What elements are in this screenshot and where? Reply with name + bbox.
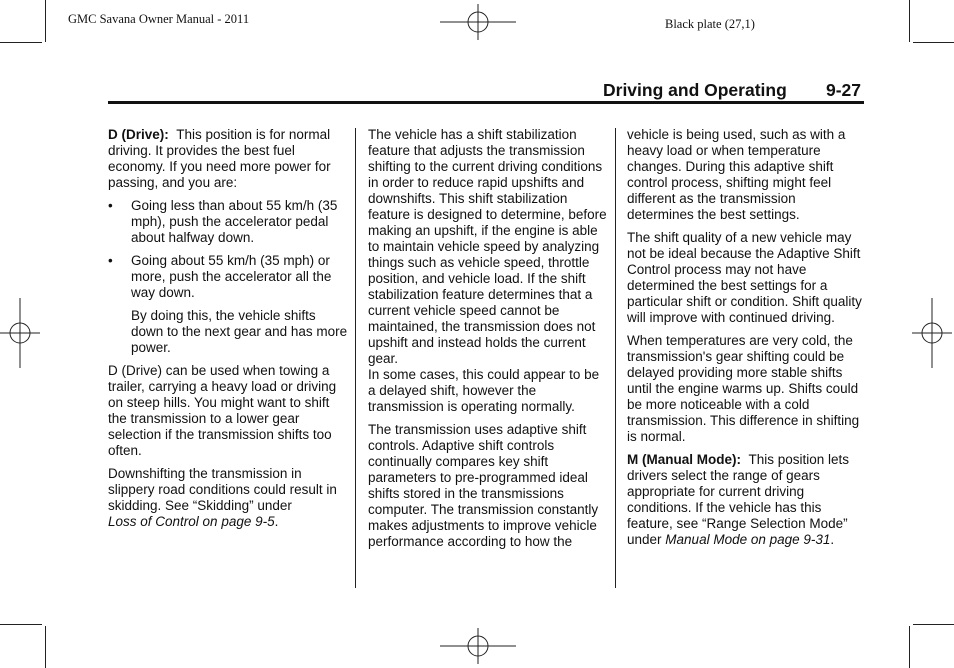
registration-mark-bottom-icon bbox=[440, 628, 516, 664]
column-divider-2 bbox=[615, 128, 616, 588]
crop-mark-bl-h bbox=[0, 624, 42, 625]
manual-mode-link[interactable]: Manual Mode on page 9-31 bbox=[665, 532, 831, 547]
crop-mark-tl-h bbox=[0, 42, 42, 43]
registration-mark-left-icon bbox=[0, 298, 40, 368]
drive-label: D (Drive): bbox=[108, 127, 169, 142]
shift-stabilization-paragraph: The vehicle has a shift stabilization feature that adjusts the transmission shifting to the current driving conditions in order to reduce rapid upshifts and downshifts. This shift stabilization feature is designed to determine, before making an upshift, if the engine is able to maintain vehicle speed by analyzing things such as vehicle speed, throttle position, and vehicle load. If the shift stabilization feature determines that a current vehicle speed cannot be maintained, the transmission does not upshift and instead holds the current gear. bbox=[368, 127, 607, 366]
column-2 bbox=[368, 127, 608, 557]
section-title: Driving and Operating bbox=[603, 80, 787, 100]
manual-mode-paragraph: M (Manual Mode): This position lets drivers select the range of gears appropriate for current driving conditions. If the vehicle has this feature, see “Range Selection Mode” under Manual Mode on page 9-31. bbox=[627, 452, 850, 547]
delayed-shift-paragraph: In some cases, this could appear to be a delayed shift, however the transmission is operating normally. bbox=[368, 367, 600, 414]
drive-paragraph bbox=[108, 127, 350, 191]
header-rule bbox=[108, 101, 864, 104]
adaptive-shift-paragraph: The transmission uses adaptive shift controls. Adaptive shift controls continually compares key shift parameters to pre-programmed ideal shifts stored in the transmissions computer. The transmission constantly makes adjustments to improve vehicle performance according to how the bbox=[368, 422, 599, 549]
downshifting-paragraph: Downshifting the transmission in slippery road conditions could result in skidding. See “Skidding” under Loss of Control on page 9-5. bbox=[108, 466, 337, 529]
bullet-icon: • bbox=[108, 198, 113, 213]
header-plate-label: Black plate (27,1) bbox=[665, 17, 755, 31]
crop-mark-br-h bbox=[913, 624, 954, 625]
crop-mark-tr-v bbox=[909, 0, 910, 42]
column-3 bbox=[627, 127, 865, 555]
crop-mark-tl-v bbox=[45, 0, 46, 42]
header-manual-title: GMC Savana Owner Manual - 2011 bbox=[68, 12, 250, 26]
registration-mark-right-icon bbox=[912, 298, 952, 368]
bullet-text: Going about 55 km/h (35 mph) or more, push the accelerator all the way down. bbox=[131, 253, 332, 300]
page-number: 9-27 bbox=[826, 80, 862, 100]
adaptive-shift-continued-paragraph: vehicle is being used, such as with a heavy load or when temperature changes. During this adaptive shift control process, shifting might feel different as the transmission determines the best settings. bbox=[627, 127, 846, 222]
column-divider-1 bbox=[355, 128, 356, 588]
list-item bbox=[108, 198, 350, 246]
crop-mark-tr-h bbox=[913, 42, 954, 43]
drive-text: This position is for normal driving. It provides the best fuel economy. If you need more power for passing, and you are: bbox=[108, 127, 331, 190]
bullet-text: Going less than about 55 km/h (35 mph), push the accelerator pedal about halfway down. bbox=[131, 198, 338, 245]
bullet-icon: • bbox=[108, 253, 113, 268]
crop-mark-bl-v bbox=[45, 626, 46, 668]
crop-mark-br-v bbox=[909, 626, 910, 668]
indented-note: By doing this, the vehicle shifts down to the next gear and has more power. bbox=[131, 308, 348, 355]
cold-temperature-paragraph: When temperatures are very cold, the transmission's gear shifting could be delayed providing more stable shifts until the engine warms up. Shifts could be more noticeable with a cold transmission. This difference in shifting is normal. bbox=[627, 333, 860, 444]
manual-mode-label: M (Manual Mode): bbox=[627, 452, 741, 467]
towing-paragraph: D (Drive) can be used when towing a trailer, carrying a heavy load or driving on steep hills. You might want to shift the transmission to a lower gear selection if the transmission shifts too often. bbox=[108, 363, 337, 458]
loss-of-control-link[interactable]: Loss of Control on page 9-5 bbox=[108, 514, 275, 529]
shift-quality-paragraph: The shift quality of a new vehicle may not be ideal because the Adaptive Shift Control process may not have determined the best settings for a particular shift or condition. Shift quality will improve with continued driving. bbox=[627, 230, 862, 325]
list-item bbox=[108, 253, 350, 301]
registration-mark-top-icon bbox=[440, 4, 516, 40]
column-1 bbox=[108, 127, 350, 537]
